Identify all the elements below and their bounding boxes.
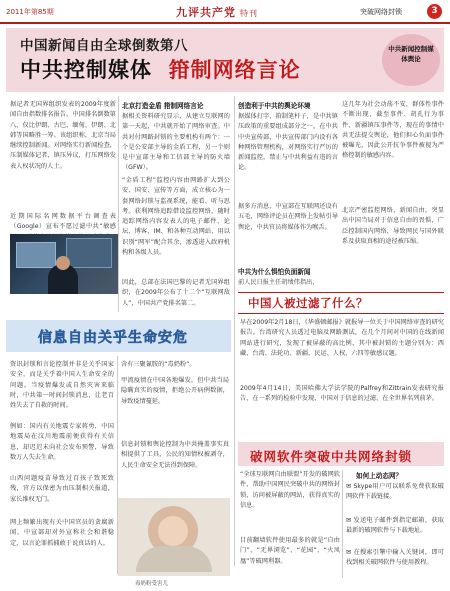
- col1-paragraph-2: 近期国际名网数据平台调查表（Google）宣布不愿过滤中共“敏感: [10, 213, 116, 231]
- question-paragraph-2: 2009年4月14日，美国哈佛大学法学院的Palfrey和Zittrain发表研究报告，在一系列的检验中发现，中国对于信息的过滤，在全世界名列前茅。: [240, 385, 444, 403]
- info-freedom-banner: [6, 320, 231, 352]
- headline-subtitle: 中国新闻自由全球倒数第八: [20, 38, 188, 54]
- section-rule: [238, 292, 444, 293]
- masthead: [176, 4, 258, 20]
- col4-paragraph-2: 北京严密监控网络，新闻自由，突显出中国当局对于信息自由的畏惧，广泛控制国内网络，导致网民与国外联系及获取真相的途径被压缩。: [342, 207, 444, 245]
- photo-caption: 毒奶粉受害儿: [135, 581, 169, 587]
- column-divider: [342, 470, 343, 578]
- col3-paragraph-1: 据媒体打字，箝制笔杆子，是中共镇压政策的重要组成部分之一。在中共中央宣传部，中共宣传部门内设有各种网络管理机构，对网络实行严厉的新闻监控，禁止与中共利益有违的言论。: [238, 113, 338, 172]
- lower-left-paragraph-3: 山西问题疫苗导致过百孩子致死致残，官方以保密为由压制相关报道，家长维权无门。: [10, 475, 114, 503]
- monitor-screen: [16, 242, 56, 268]
- col2-paragraph-2: “金盾工程”监控内容由网路扩大到公安、国安、宣传等方面，成立核心为一套网络封锁与监视系统，能看、听与思考。获利网络追踪借设监控网络，随时追踪网络内容发表人的电子邮件、论坛、博客、IM、和各种互动网站，用以识别“网军”配合其余，渗透进入政府机构和各级人员。: [122, 177, 230, 257]
- lower-left-paragraph-2: 例如：国内有关地震专家蒋勇，中国地震局在汶川地震前便获得有关信息，却迟迟未向社会发布预警，导致数万人失去生命。: [10, 423, 114, 461]
- headline-badge: [382, 34, 440, 86]
- headline-title: [20, 54, 301, 84]
- baby-face: [158, 516, 188, 546]
- col3-heading-2: 中共为什么惧怕负面新闻: [238, 268, 311, 276]
- masthead-title: 九评共产党: [176, 6, 236, 19]
- column-divider: [234, 96, 235, 566]
- headline-title-a: 中共控制媒体: [20, 57, 152, 82]
- headline-badge-text: 中共新闻控制媒体舆论: [388, 45, 434, 63]
- howto-item-search: ✉ 在搜索引擎中输入关键词，即可找到相关破网软件与使用教程。: [346, 549, 444, 567]
- officer-head: [56, 256, 70, 270]
- lower-mid-paragraph-3: 信息封锁和舆论控制为中共掩盖事实真相提供了工具，公民的知情权被剥夺，人民生命安全无法得到保障。: [121, 441, 229, 469]
- breakthrough-paragraph-1: “全球互联网自由联盟”开发的破网软件，帮助中国网民突破中共的网络封锁，访问被屏蔽的网站，获得真实的信息。: [240, 471, 340, 509]
- headline-title-b: 箝制网络言论: [168, 57, 301, 82]
- police-monitor-photo: [10, 234, 118, 294]
- col4-paragraph-1: 这几年为社会动荡不安，群体性事件不断出现，截至事件、胡孔行为事件、新疆镇压事件等，现在的事情中共无法提交舆论，他们担心负面事件被曝光，因此公开抗争事件被视为严格控制的敏感内容。: [342, 101, 444, 160]
- info-freedom-banner-text: 信息自由关乎生命安危: [38, 330, 188, 346]
- breakthrough-paragraph-2: 目前翻墙软件使用最多的就是“自由门”、“无界浏览”、“花园”、“火凤凰”等破网利器。: [240, 537, 340, 565]
- howto-item-skype: ✉ Skype用户可以联系免费获取破网软件下载链接。: [346, 483, 444, 501]
- lower-left-paragraph-1: 资讯封锁和言论控制并非是关乎国家安全，而是关乎着中国人生命安全的问题。当疫情爆发或自然灾害来临时，中共第一时间封锁消息，让老百姓失去了自救的时间。: [10, 361, 114, 410]
- col2-heading: 北京打造金盾 箝制网络言论: [122, 102, 204, 110]
- howto-heading: 如何上动态网？: [356, 472, 403, 480]
- column-divider: [118, 96, 119, 312]
- monitor-screen: [66, 238, 112, 268]
- lower-mid-paragraph-1: 含有三聚氰胺的“毒奶粉”。: [121, 361, 196, 368]
- page-number-badge: 3: [427, 4, 442, 19]
- masthead-sub: 特刊: [240, 9, 258, 18]
- issue-date: 2011年第85期: [6, 8, 54, 16]
- col2-paragraph-1: 据相关资料研究显示，从建立互联网的第一天起，中共就开始了网络审查。中共对付网路封锁的主要机构有两个：一个是公安部主导的金盾工程，另一个则是中宣部主导和工信部主导的防火墙（GFW）。: [122, 113, 230, 172]
- poisoned-milk-victim-photo: [118, 498, 230, 576]
- breakthrough-title: 破网软件突破中共网络封锁: [250, 449, 413, 464]
- howto-item-email: ✉ 发送电子邮件到指定邮箱，获取最新的破网软件与下载地址。: [346, 517, 444, 535]
- page-header: [0, 0, 450, 24]
- col3-paragraph-3: 前人民日报主任胡绩伟指出，: [238, 279, 319, 286]
- col3-paragraph-2: 据多方消息，中宣部在互联网还设有五毛，网络评论员在网络上发帖引导舆论，中共官员将媒体作为喉舌。: [238, 203, 338, 231]
- question-title: 中国人被过滤了什么？: [248, 296, 368, 310]
- breakthrough-banner: [238, 442, 444, 466]
- section-rule: [238, 313, 444, 314]
- lower-left-paragraph-4: 网上频繁出现有关中国官员的贪腐新闻，中宣部却对外宣称社会和谐稳定，以言论罪抓捕敢于说真话的人。: [10, 519, 114, 547]
- lower-mid-paragraph-2: 甲流疫情在中国各地爆发，但中共当局隐瞒真实的疫情，拒绝公开病例数据，导致疫情蔓延。: [121, 377, 229, 405]
- col1-paragraph-1: 据记者无国界组织发表的2009年度新闻自由指数排名报告，中国排名倒数第八，仅比伊朗、古巴、缅甸、伊朗、北韩等国略胜一筹。该组织称，北京当局继续控制新闻。对网络实行新闻检查，压制媒体记者，镇压异议，打压网络发表人权状况的人士。: [10, 101, 116, 170]
- col2-paragraph-3: 因此，总部在法国巴黎的记者无国界组织，在2009年公布了十二个“互联网敌人”，中国共产党排名第二。: [122, 279, 230, 307]
- col3-heading-1: 创造利于中共的舆论环境: [238, 102, 311, 110]
- headline-banner: [6, 28, 444, 92]
- section-name: 突破网络封锁: [360, 8, 402, 16]
- baby-clothing: [136, 546, 212, 572]
- question-paragraph-1: 早在2009年2月18日，《华盛顿邮报》就报导一位关于中国网络审查的研究报告。台湾研究人员透过电脑及网路测试，在几个月间对中国的在线新闻网站进行研究，发现了被屏蔽的高比例，其中被封锁的主题分别为：西藏、台湾、法轮功、新疆、民运、人权、六四等敏感议题。: [240, 319, 444, 357]
